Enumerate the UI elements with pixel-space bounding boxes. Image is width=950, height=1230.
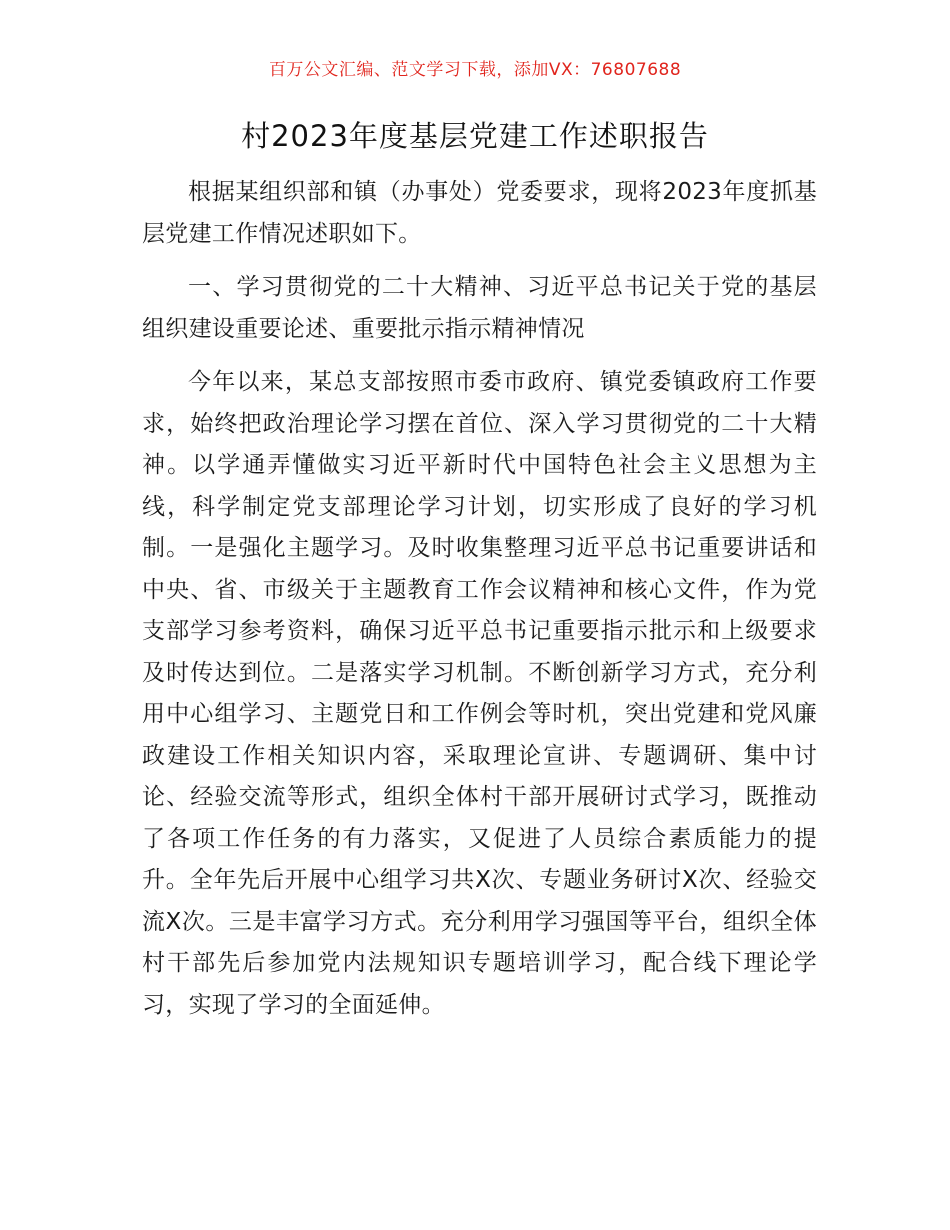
paragraph-study: 今年以来，某总支部按照市委市政府、镇党委镇政府工作要求，始终把政治理论学习摆在首位、深入学习贯彻党的二十大精神。以学通弄懂做实习近平新时代中国特色社会主义思想为主线，科学制定党支部理论学习计划，切实形成了良好的学习机制。一是强化主题学习。及时收集整理习近平总书记重要讲话和中央、省、市级关于主题教育工作会议精神和核心文件，作为党支部学习参考资料，确保习近平总书记重要指示批示和上级要求及时传达到位。二是落实学习机制。不断创新学习方式，充分利用中心组学习、主题党日和工作例会等时机，突出党建和党风廉政建设工作相关知识内容，采取理论宣讲、专题调研、集中讨论、经验交流等形式，组织全体村干部开展研讨式学习，既推动了各项工作任务的有力落实，又促进了人员综合素质能力的提升。全年先后开展中心组学习共X次、专题业务研讨X次、经验交流X次。三是丰富学习方式。充分利用学习强国等平台，组织全体村干部先后参加党内法规知识专题培训学习，配合线下理论学习，实现了学习的全面延伸。 bbox=[142, 369, 817, 1018]
document-body bbox=[142, 172, 817, 1026]
header-note: 百万公文汇编、范文学习下载，添加VX：76807688 bbox=[268, 60, 682, 80]
paragraph-intro: 根据某组织部和镇（办事处）党委要求，现将2023年度抓基层党建工作情况述职如下。 bbox=[142, 179, 817, 247]
section-heading-1: 一、学习贯彻党的二十大精神、习近平总书记关于党的基层组织建设重要论述、重要批示指示精神情况 bbox=[142, 274, 817, 342]
page-title: 村2023年度基层党建工作述职报告 bbox=[241, 119, 709, 153]
